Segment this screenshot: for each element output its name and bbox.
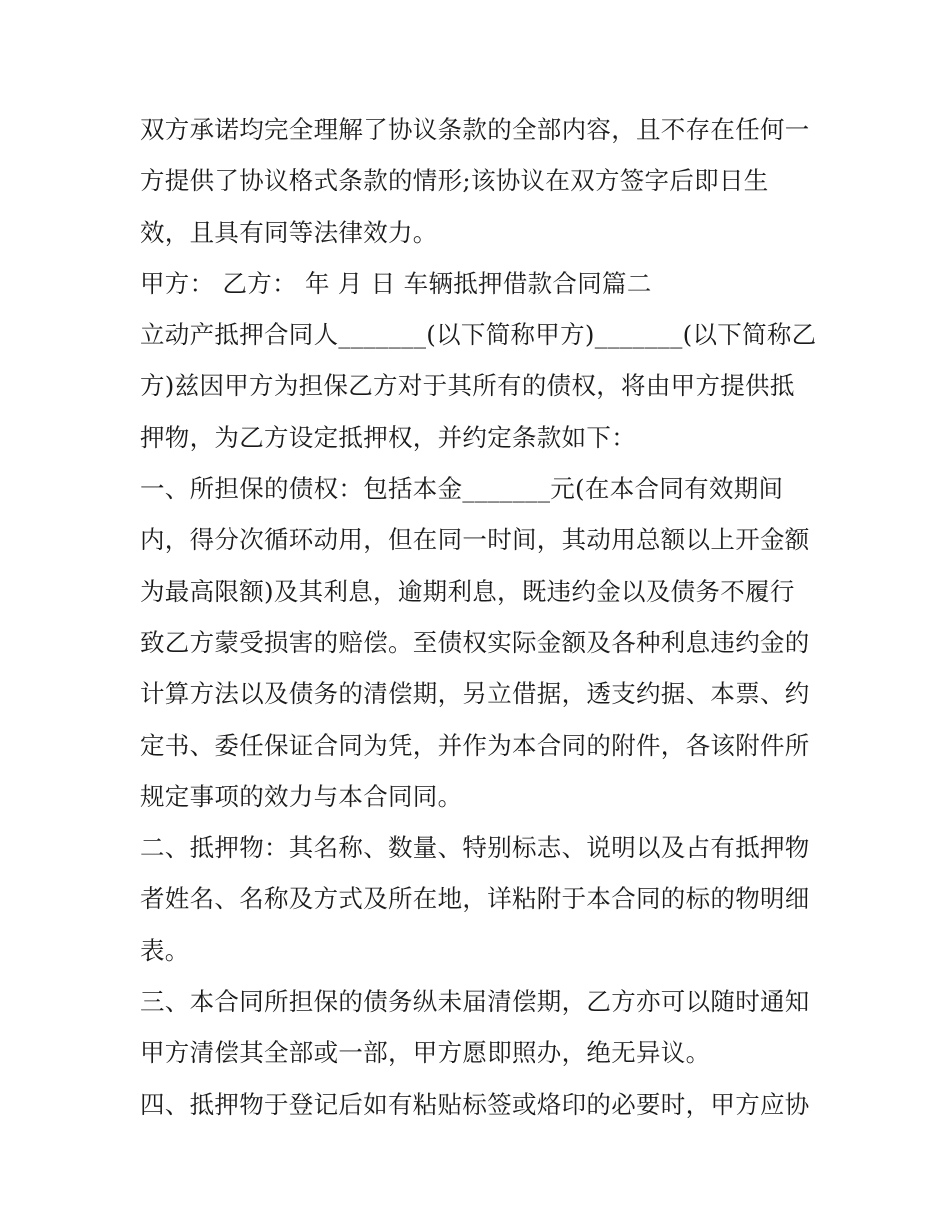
text-line: 四、抵押物于登记后如有粘贴标签或烙印的必要时，甲方应协 bbox=[140, 1089, 810, 1119]
text-line: 双方承诺均完全理解了协议条款的全部内容，且不存在任何一 bbox=[140, 115, 810, 144]
text-line: 为最高限额)及其利息，逾期利息，既违约金以及债务不履行 bbox=[140, 576, 795, 606]
text-line: 立动产抵押合同人_______(以下简称甲方)_______(以下简称乙 bbox=[140, 320, 817, 350]
text-line: 者姓名、名称及方式及所在地，详粘附于本合同的标的物明细 bbox=[140, 884, 810, 914]
text-line: 一、所担保的债权：包括本金_______元(在本合同有效期间 bbox=[140, 474, 784, 504]
text-line: 计算方法以及债务的清偿期，另立借据，透支约据、本票、约 bbox=[140, 679, 810, 709]
text-line: 定书、委任保证合同为凭，并作为本合同的附件，各该附件所 bbox=[140, 730, 810, 760]
text-line: 致乙方蒙受损害的赔偿。至债权实际金额及各种利息违约金的 bbox=[140, 627, 810, 657]
text-line: 内，得分次循环动用，但在同一时间，其动用总额以上开金额 bbox=[140, 525, 810, 555]
text-line: 方)兹因甲方为担保乙方对于其所有的债权，将由甲方提供抵 bbox=[140, 371, 795, 401]
text-line: 押物，为乙方设定抵押权，并约定条款如下： bbox=[140, 422, 636, 452]
text-line: 三、本合同所担保的债务纵未届清偿期，乙方亦可以随时通知 bbox=[140, 987, 810, 1017]
document-body bbox=[140, 104, 820, 1130]
text-line: 甲方： 乙方： 年 月 日 车辆抵押借款合同篇二 bbox=[140, 268, 652, 298]
text-line: 方提供了协议格式条款的情形;该协议在双方签字后即日生 bbox=[140, 166, 769, 196]
text-line: 表。 bbox=[140, 935, 190, 965]
text-line: 二、抵押物：其名称、数量、特别标志、说明以及占有抵押物 bbox=[140, 833, 810, 863]
text-line: 甲方清偿其全部或一部，甲方愿即照办，绝无异议。 bbox=[140, 1038, 711, 1068]
text-line: 效，且具有同等法律效力。 bbox=[140, 217, 438, 247]
text-line: 规定事项的效力与本合同同。 bbox=[140, 781, 463, 811]
